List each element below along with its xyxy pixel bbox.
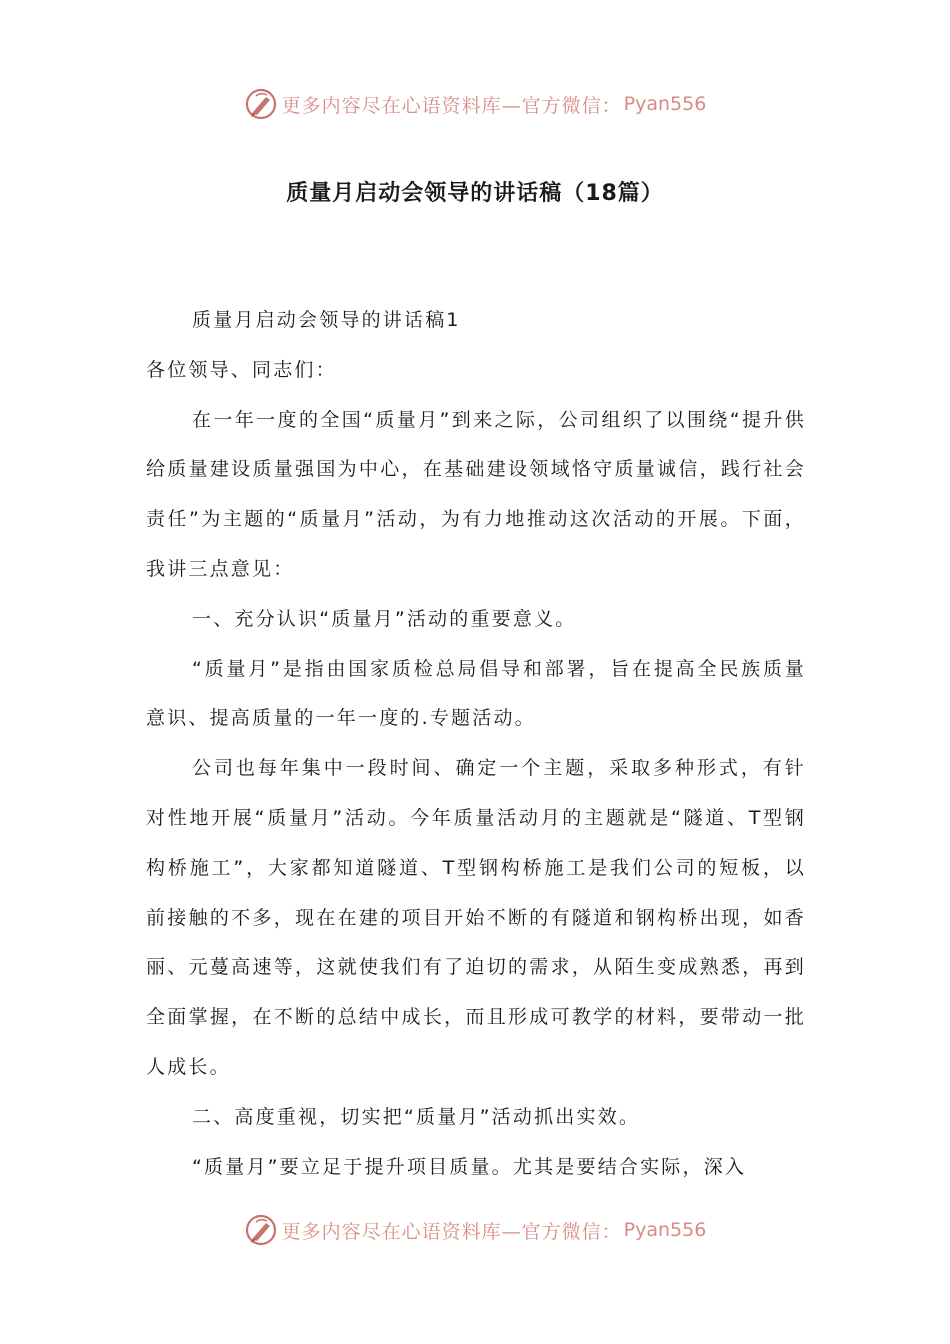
point-heading: 二、高度重视，切实把“质量月”活动抓出实效。 [192, 1105, 641, 1128]
watermark-banner-top [0, 82, 950, 126]
pen-logo-icon [244, 87, 278, 121]
paragraph: “质量月”要立足于提升项目质量。尤其是要结合实际，深入 [192, 1155, 747, 1178]
point-heading: 一、充分认识“质量月”活动的重要意义。 [192, 607, 577, 630]
salutation: 各位领导、同志们： [146, 358, 337, 381]
watermark-text: 更多内容尽在心语资料库—官方微信： [281, 94, 622, 117]
watermark-wechat-id: Pyan556 [623, 93, 707, 115]
paragraph: 在一年一度的全国“质量月”到来之际，公司组织了以围绕“提升供给质量建设质量强国为中心，在基础建设领域恪守质量诚信，践行社会责任”为主题的“质量月”活动，为有力地推动这次活动的开展。下面，我讲三点意见： [146, 408, 806, 580]
pen-logo-icon [244, 1213, 278, 1247]
watermark-banner-bottom [0, 1208, 950, 1252]
document-title: 质量月启动会领导的讲话稿（18篇） [286, 181, 664, 206]
watermark-text: 更多内容尽在心语资料库—官方微信： [281, 1220, 622, 1243]
section-heading: 质量月启动会领导的讲话稿1 [192, 309, 461, 331]
document-body [146, 296, 806, 1192]
watermark-wechat-id: Pyan556 [623, 1219, 707, 1241]
paragraph: “质量月”是指由国家质检总局倡导和部署，旨在提高全民族质量意识、提高质量的一年一度的.专题活动。 [146, 657, 806, 730]
paragraph: 公司也每年集中一段时间、确定一个主题，采取多种形式，有针对性地开展“质量月”活动。今年质量活动月的主题就是“隧道、T型钢构桥施工”，大家都知道隧道、T型钢构桥施工是我们公司的短板，以前接触的不多，现在在建的项目开始不断的有隧道和钢构桥出现，如香丽、元蔓高速等，这就使我们有了迫切的需求，从陌生变成熟悉，再到全面掌握，在不断的总结中成长，而且形成可教学的材料，要带动一批人成长。 [146, 757, 806, 1078]
